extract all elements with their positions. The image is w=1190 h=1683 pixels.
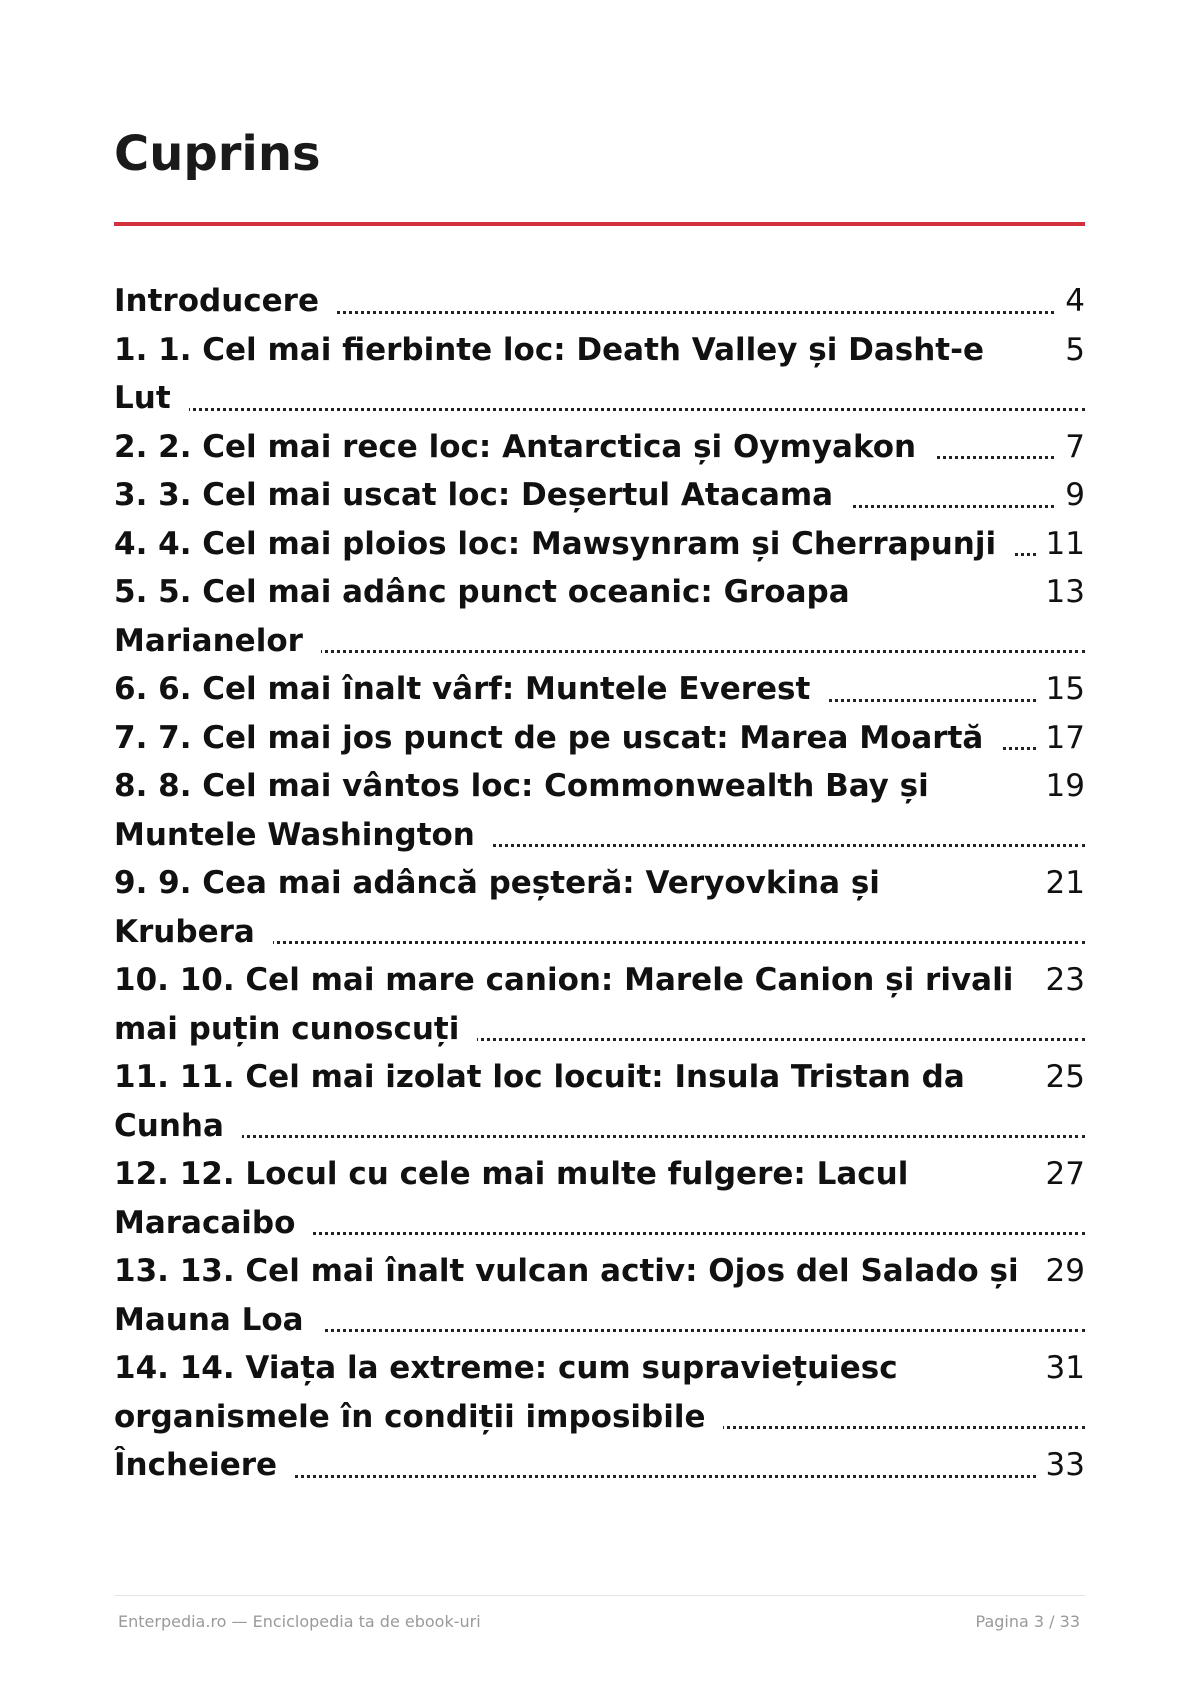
toc-page-number: 4	[1055, 277, 1085, 326]
toc-page-number: 5	[1055, 326, 1085, 375]
toc-entry[interactable]	[114, 1247, 1085, 1344]
toc-page-number: 29	[1036, 1247, 1085, 1296]
toc-page-number: 27	[1036, 1150, 1085, 1199]
toc-entry-title: 13. 13. Cel mai înalt vulcan activ: Ojos del Salado și Mauna Loa	[114, 1253, 1019, 1338]
toc-entry[interactable]	[114, 1441, 1085, 1490]
toc-entry-title: 6. 6. Cel mai înalt vârf: Muntele Everest	[114, 671, 811, 707]
toc-entry[interactable]	[114, 277, 1085, 326]
toc-entry[interactable]	[114, 665, 1085, 714]
toc-page-number: 9	[1055, 471, 1085, 520]
toc-page-number: 31	[1036, 1344, 1085, 1393]
toc-entry-title: 3. 3. Cel mai uscat loc: Deșertul Atacama	[114, 477, 834, 513]
toc-entry-title: 5. 5. Cel mai adânc punct oceanic: Groapa Marianelor	[114, 574, 850, 659]
page-title: Cuprins	[114, 126, 321, 182]
toc-entry[interactable]	[114, 1344, 1085, 1441]
toc-page-number: 7	[1055, 423, 1085, 472]
footer-site-name: Enterpedia.ro — Enciclopedia ta de ebook-uri	[118, 1612, 481, 1631]
toc-entry[interactable]	[114, 1053, 1085, 1150]
toc-entry-title: 12. 12. Locul cu cele mai multe fulgere: Lacul Maracaibo	[114, 1156, 909, 1241]
toc-entry[interactable]	[114, 471, 1085, 520]
footer-page-number: Pagina 3 / 33	[975, 1612, 1080, 1631]
toc-entry-title: 14. 14. Viața la extreme: cum supraviețuiesc organismele în condiții imposibile	[114, 1350, 898, 1435]
toc-page-number: 13	[1036, 568, 1085, 617]
toc-entry[interactable]	[114, 762, 1085, 859]
footer-divider	[114, 1595, 1085, 1596]
toc-page-number: 23	[1036, 956, 1085, 1005]
toc-entry-title: 11. 11. Cel mai izolat loc locuit: Insula Tristan da Cunha	[114, 1059, 965, 1144]
toc-page-number: 21	[1036, 859, 1085, 908]
toc-page-number: 11	[1036, 520, 1085, 569]
toc-entry-title: 8. 8. Cel mai vântos loc: Commonwealth Bay și Muntele Washington	[114, 768, 929, 853]
table-of-contents	[114, 277, 1085, 1490]
toc-entry-title: 4. 4. Cel mai ploios loc: Mawsynram și Cherrapunji	[114, 525, 997, 562]
toc-entry[interactable]	[114, 956, 1085, 1053]
toc-page-number: 25	[1036, 1053, 1085, 1102]
toc-entry-title: 10. 10. Cel mai mare canion: Marele Canion și rivali mai puțin cunoscuți	[114, 962, 1014, 1047]
title-divider	[114, 222, 1085, 226]
toc-entry-title: 9. 9. Cea mai adâncă peșteră: Veryovkina și Krubera	[114, 865, 880, 950]
toc-page-number: 17	[1036, 714, 1085, 763]
toc-entry[interactable]	[114, 423, 1085, 472]
toc-page-number: 33	[1036, 1441, 1085, 1490]
toc-entry-title: 2. 2. Cel mai rece loc: Antarctica și Oymyakon	[114, 428, 917, 465]
toc-entry[interactable]	[114, 520, 1085, 569]
toc-entry-title: 1. 1. Cel mai fierbinte loc: Death Valley și Dasht-e Lut	[114, 331, 985, 416]
toc-page-number: 15	[1036, 665, 1085, 714]
toc-entry[interactable]	[114, 326, 1085, 423]
toc-entry-title: Introducere	[114, 283, 319, 319]
toc-page-number: 19	[1036, 762, 1085, 811]
toc-entry[interactable]	[114, 714, 1085, 763]
toc-entry[interactable]	[114, 1150, 1085, 1247]
toc-entry-title: Încheiere	[114, 1447, 278, 1483]
toc-entry[interactable]	[114, 859, 1085, 956]
toc-entry-title: 7. 7. Cel mai jos punct de pe uscat: Marea Moartă	[114, 719, 984, 756]
toc-entry[interactable]	[114, 568, 1085, 665]
